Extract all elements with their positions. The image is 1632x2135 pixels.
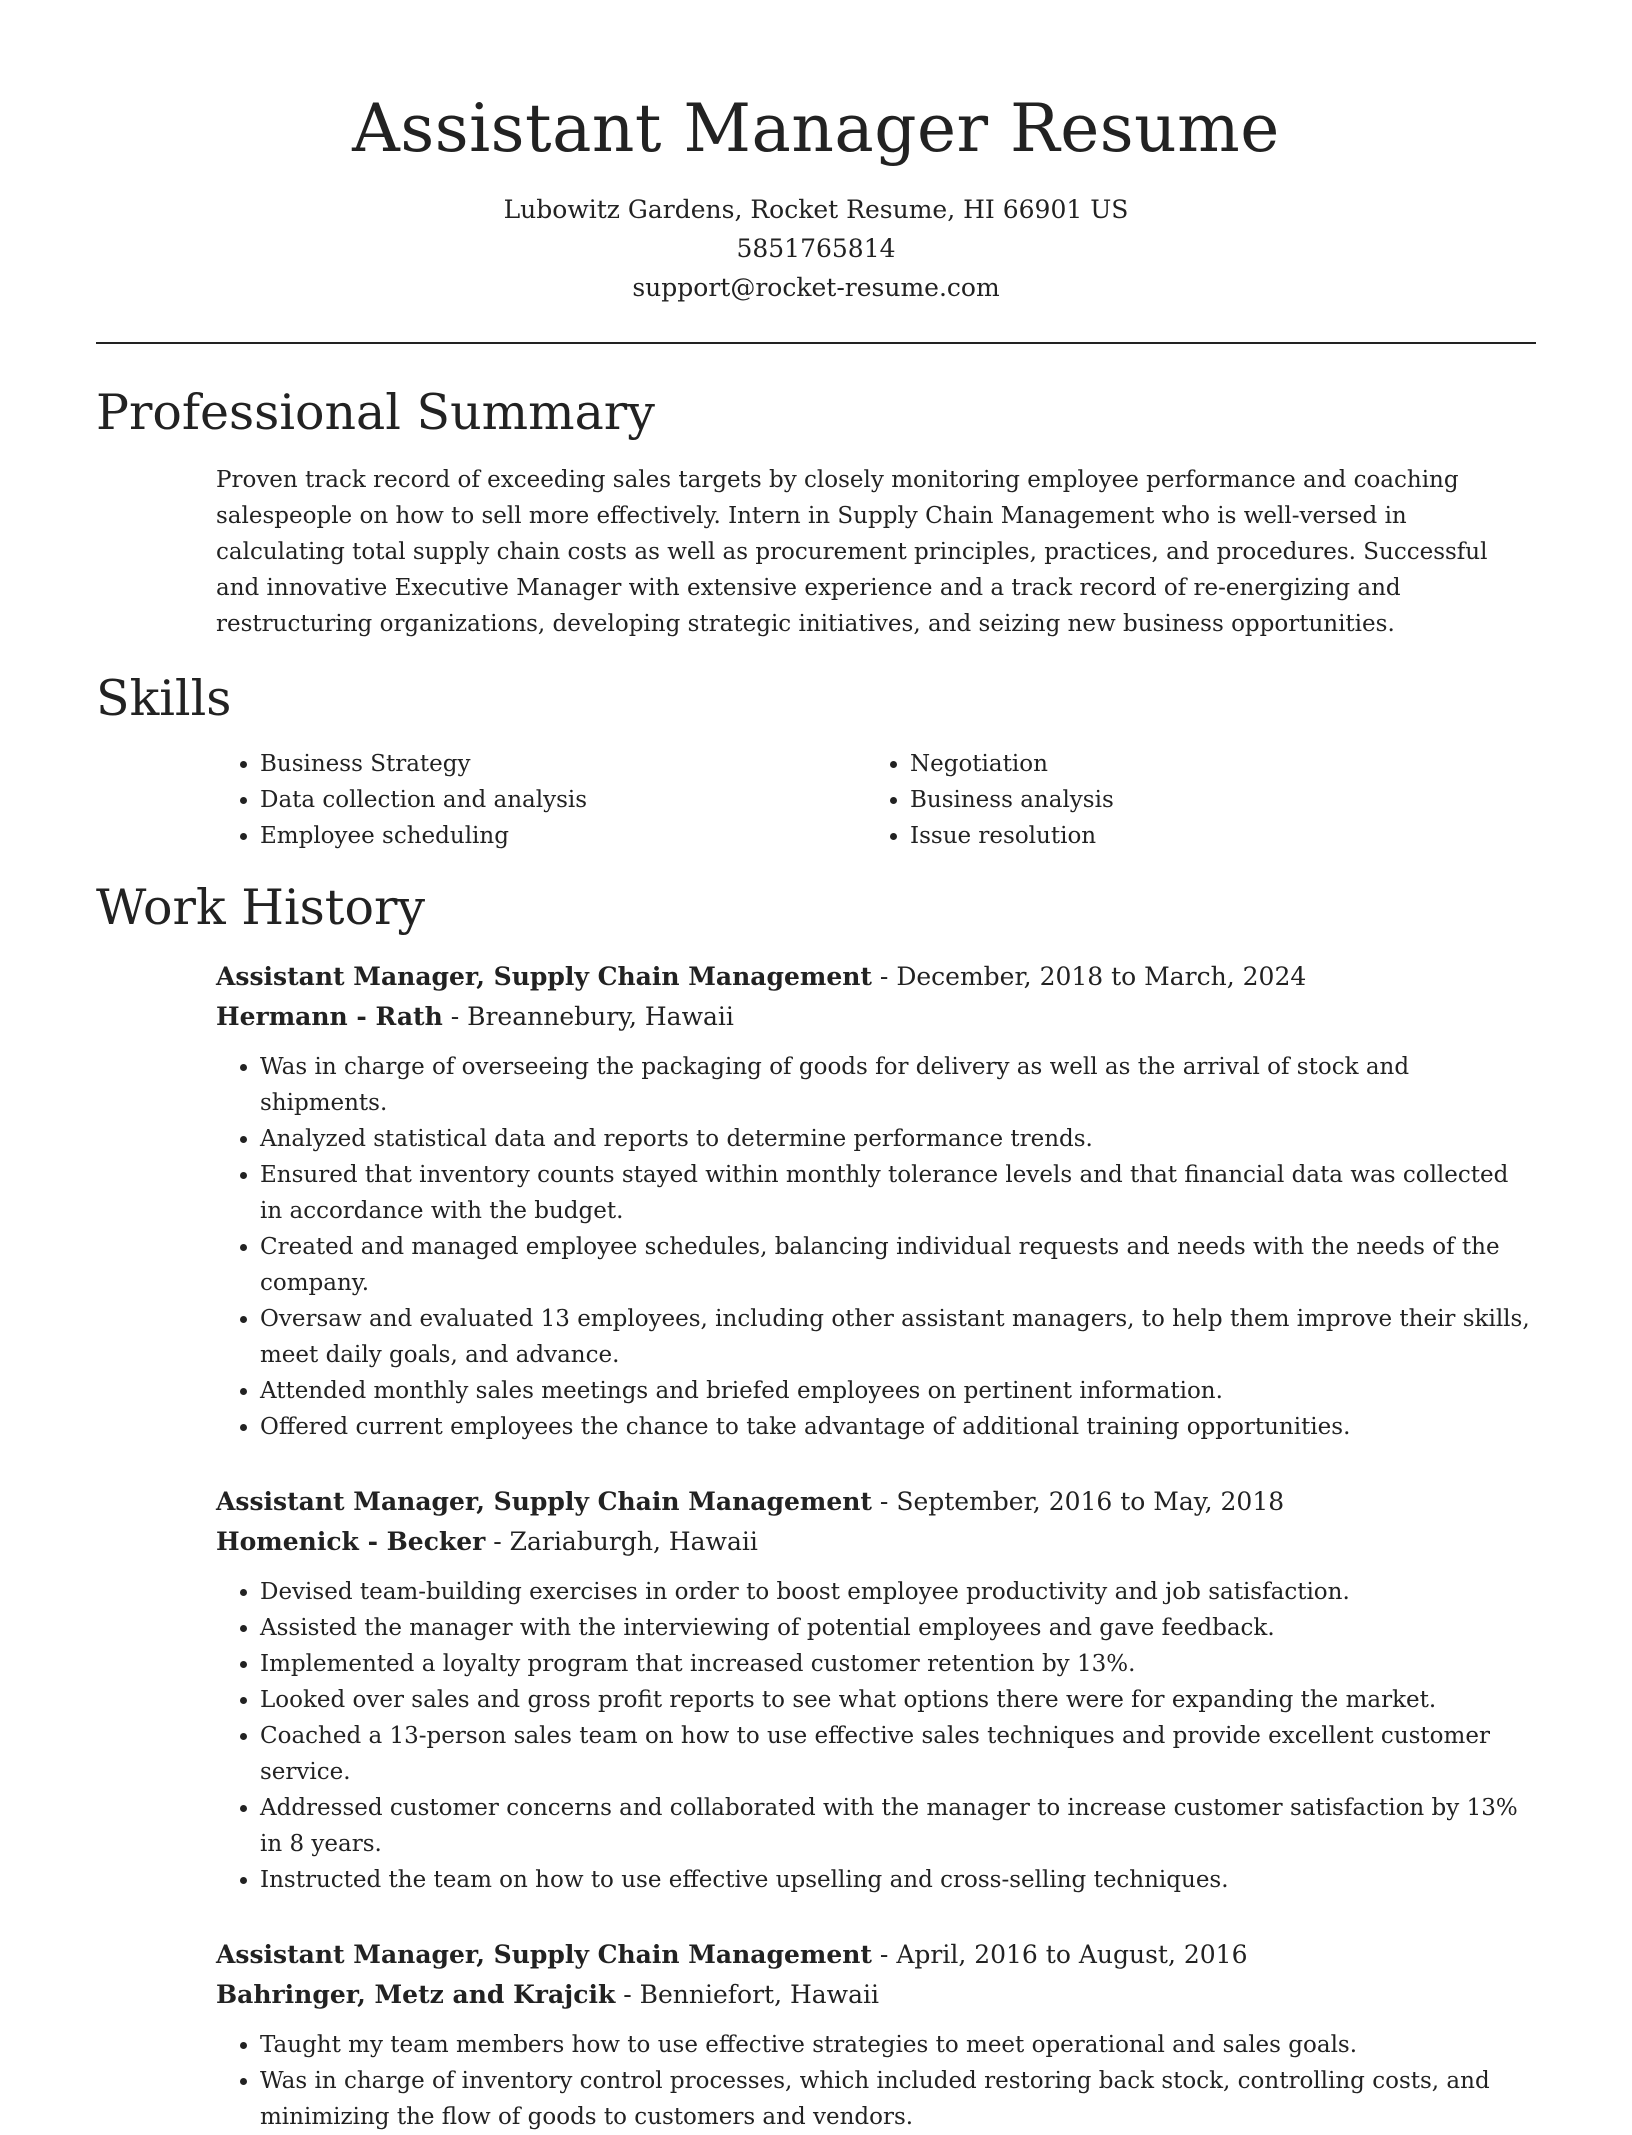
skills-list-right [866, 746, 1114, 854]
job-title: Assistant Manager, Supply Chain Management [216, 1487, 872, 1516]
job-title-line [216, 957, 1536, 997]
contact-phone: 5851765814 [736, 234, 896, 263]
job-bullet: • Implemented a loyalty program that increased customer retention by 13%. [260, 1646, 1536, 1682]
job-bullet: • Addressed customer concerns and collaborated with the manager to increase customer satisfaction by 13% in 8 years. [260, 1790, 1536, 1862]
resume-header [0, 0, 1632, 307]
job-title-line [216, 1482, 1536, 1522]
job-header [216, 1935, 1536, 2015]
job-entry [216, 1935, 1536, 2135]
job-bullet: • Devised team-building exercises in order to boost employee productivity and job satisfaction. [260, 1574, 1536, 1610]
job-bullet: • Looked over sales and gross profit reports to see what options there were for expanding the market. [260, 1682, 1536, 1718]
job-company: Homenick - Becker [216, 1527, 486, 1556]
job-bullet: • Assisted the manager with the interviewing of potential employees and gave feedback. [260, 1610, 1536, 1646]
job-header [216, 1482, 1536, 1562]
skill-item: • Data collection and analysis [260, 782, 587, 818]
job-bullet: • Attended monthly sales meetings and briefed employees on pertinent information. [260, 1373, 1536, 1409]
skills-list-left [216, 746, 587, 854]
job-bullets [216, 1049, 1536, 1445]
job-bullets [216, 2027, 1536, 2135]
job-company-line [216, 1522, 1536, 1562]
skill-item: • Business Strategy [260, 746, 587, 782]
job-title: Assistant Manager, Supply Chain Management [216, 962, 872, 991]
skill-item: • Employee scheduling [260, 818, 587, 854]
job-bullet: • Coached a 13-person sales team on how to use effective sales techniques and provide excellent customer service. [260, 1718, 1536, 1790]
summary-heading: Professional Summary [96, 384, 655, 441]
summary-text: Proven track record of exceeding sales targets by closely monitoring employee performance and coaching salespeople on how to sell more effectively. Intern in Supply Chain Management who is well-versed in calculating total supply chain costs as well as procurement principles, practices, and procedures. Successful and innovative Executive Manager with extensive experience and a track record of re-energizing and restructuring organizations, developing strategic initiatives, and seizing new business opportunities. [216, 467, 1488, 637]
job-bullet: • Was in charge of inventory control processes, which included restoring back stock, controlling costs, and minimizing the flow of goods to customers and vendors. [260, 2063, 1536, 2135]
contact-address: Lubowitz Gardens, Rocket Resume, HI 66901 US [503, 195, 1129, 224]
job-bullet: • Oversaw and evaluated 13 employees, including other assistant managers, to help them improve their skills, meet daily goals, and advance. [260, 1301, 1536, 1373]
job-location: - Zariaburgh, Hawaii [485, 1527, 758, 1556]
job-title-line [216, 1935, 1536, 1975]
job-location: - Breannebury, Hawaii [442, 1002, 734, 1031]
job-title: Assistant Manager, Supply Chain Management [216, 1940, 872, 1969]
job-header [216, 957, 1536, 1037]
contact-email: support@rocket-resume.com [632, 273, 1000, 302]
summary-section [216, 462, 1536, 642]
skill-item: • Business analysis [910, 782, 1114, 818]
job-bullets [216, 1574, 1536, 1898]
job-company-line [216, 997, 1536, 1037]
skill-item: • Negotiation [910, 746, 1114, 782]
work-heading: Work History [96, 879, 426, 936]
job-bullet: • Analyzed statistical data and reports to determine performance trends. [260, 1121, 1536, 1157]
header-divider [96, 342, 1536, 344]
job-dates: - April, 2016 to August, 2016 [871, 1940, 1248, 1969]
job-bullet: • Instructed the team on how to use effective upselling and cross-selling techniques. [260, 1862, 1536, 1898]
job-bullet: • Taught my team members how to use effective strategies to meet operational and sales goals. [260, 2027, 1536, 2063]
job-bullet: • Ensured that inventory counts stayed within monthly tolerance levels and that financial data was collected in accordance with the budget. [260, 1157, 1536, 1229]
skills-section [216, 746, 1536, 866]
job-bullet: • Created and managed employee schedules, balancing individual requests and needs with the needs of the company. [260, 1229, 1536, 1301]
skill-item: • Issue resolution [910, 818, 1114, 854]
job-entry [216, 957, 1536, 1445]
skills-heading: Skills [96, 670, 232, 727]
job-dates: - September, 2016 to May, 2018 [871, 1487, 1285, 1516]
job-company: Hermann - Rath [216, 1002, 443, 1031]
job-bullet: • Was in charge of overseeing the packaging of goods for delivery as well as the arrival of stock and shipments. [260, 1049, 1536, 1121]
job-company-line [216, 1975, 1536, 2015]
job-entry [216, 1482, 1536, 1898]
job-company: Bahringer, Metz and Krajcik [216, 1980, 616, 2009]
contact-block [0, 190, 1632, 307]
job-location: - Benniefort, Hawaii [615, 1980, 879, 2009]
job-bullet: • Offered current employees the chance to take advantage of additional training opportunities. [260, 1409, 1536, 1445]
resume-title: Assistant Manager Resume [352, 90, 1280, 167]
job-dates: - December, 2018 to March, 2024 [871, 962, 1307, 991]
